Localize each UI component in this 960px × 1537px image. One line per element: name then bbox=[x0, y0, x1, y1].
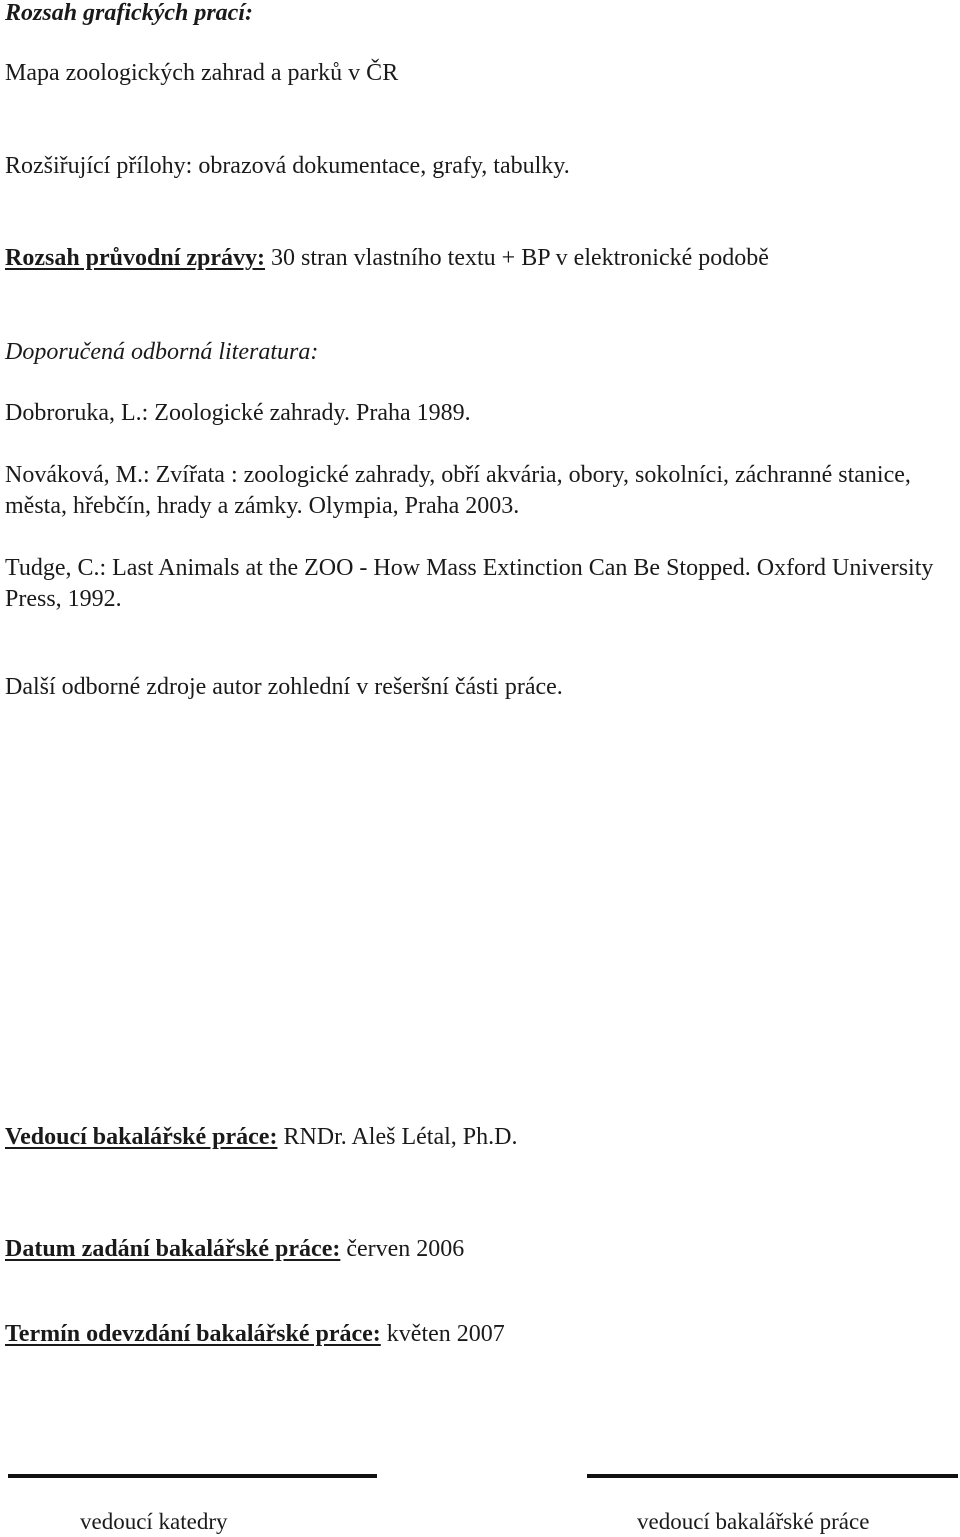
report-extent-value: 30 stran vlastního textu + BP v elektronické podobě bbox=[265, 245, 769, 271]
graphics-heading bbox=[5, 0, 253, 28]
signature-line-right bbox=[587, 1474, 958, 1478]
map-line: Mapa zoologických zahrad a parků v ČR bbox=[5, 60, 399, 86]
appendices-line: Rozšiřující přílohy: obrazová dokumentace, grafy, tabulky. bbox=[5, 153, 570, 179]
deadline-label: Termín odevzdání bakalářské práce: bbox=[5, 1321, 381, 1347]
report-extent bbox=[5, 243, 769, 273]
report-extent-label: Rozsah průvodní zprávy: bbox=[5, 245, 266, 271]
signature-label-left: vedoucí katedry bbox=[80, 1509, 228, 1534]
deadline-line bbox=[5, 1319, 505, 1349]
graphics-heading-text: Rozsah grafických prací: bbox=[5, 0, 253, 26]
literature-item: Dobroruka, L.: Zoologické zahrady. Praha 1989. bbox=[5, 400, 471, 426]
signature-line-left bbox=[8, 1474, 377, 1478]
literature-item: Nováková, M.: Zvířata : zoologické zahrady, obří akvária, obory, sokolníci, záchranné stanice, města, hřebčín, hrady a zámky. Olympia, Praha 2003. bbox=[5, 462, 911, 519]
signature-label-right: vedoucí bakalářské práce bbox=[637, 1509, 870, 1534]
supervisor-line bbox=[5, 1122, 517, 1152]
literature-heading bbox=[5, 337, 318, 367]
deadline-value: květen 2007 bbox=[380, 1321, 505, 1347]
literature-item: Tudge, C.: Last Animals at the ZOO - How Mass Extinction Can Be Stopped. Oxford University Press, 1992. bbox=[5, 555, 934, 612]
assigned-date-line bbox=[5, 1234, 464, 1264]
assigned-date-label: Datum zadání bakalářské práce: bbox=[5, 1236, 341, 1262]
literature-heading-text: Doporučená odborná literatura: bbox=[5, 339, 319, 365]
assigned-date-value: červen 2006 bbox=[340, 1236, 465, 1262]
supervisor-value: RNDr. Aleš Létal, Ph.D. bbox=[277, 1124, 518, 1150]
supervisor-label: Vedoucí bakalářské práce: bbox=[5, 1124, 278, 1150]
literature-note: Další odborné zdroje autor zohlední v rešeršní části práce. bbox=[5, 674, 563, 700]
